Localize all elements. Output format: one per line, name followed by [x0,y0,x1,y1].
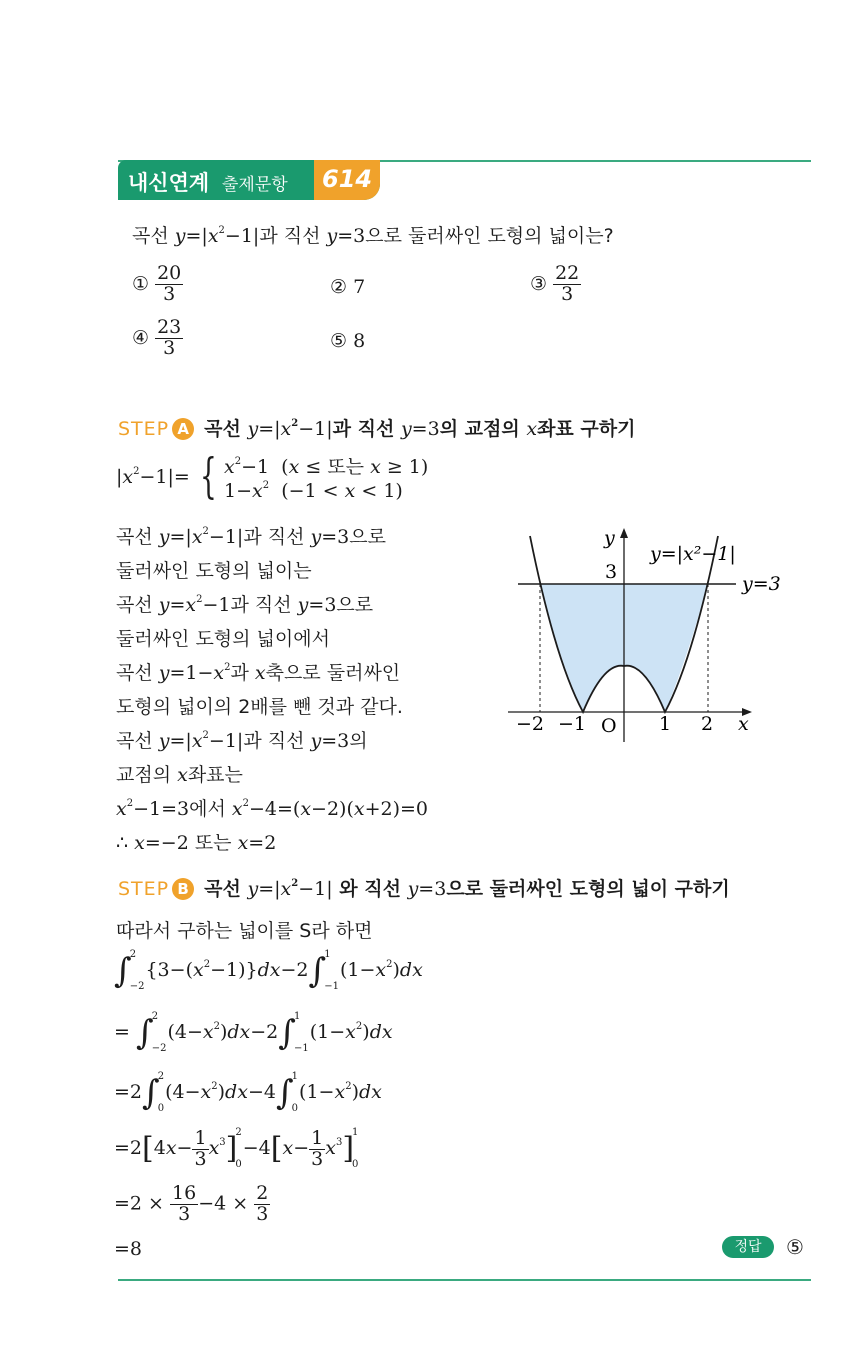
graph-line-label: y=3 [742,573,781,595]
graph-x-tick-2: 2 [701,713,714,735]
stepA-line-9: $x^2-1=3$에서 $x^2-4=(x-2)(x+2)=0$ [116,798,429,820]
eq-line-6: =8 [114,1238,143,1260]
badge-main: 내신연계 [128,171,210,195]
eq-line-4: =2[4x− $\frac{1}{3}$ $x^3$] 2 0 −4[x− $\frac{1}{3}$ $x^3$] 1 0 [114,1126,359,1170]
eq-line-2: = ∫ 2 −2 $(4-x^2)dx-2\int$ 1 −1 $(1-x^2)dx$ [114,1011,393,1054]
answer-mark: ⑤ [786,1235,804,1259]
stepA-line-7: 곡선 $y=|x^2-1|$과 직선 y=3의 [116,730,368,752]
stepA-line-5: 곡선 $y=1-x^2$과 x축으로 둘러싸인 [116,662,401,684]
stepA-line-1: 곡선 $y=|x^2-1|$과 직선 y=3으로 [116,526,386,548]
eq-line-5: =2 × $\frac{16}{3}$ −4 × $\frac{2}{3}$ [114,1182,269,1225]
stepA-line-6: 도형의 넓이의 2배를 뺀 것과 같다. [116,696,403,718]
graph-y-label: y [604,527,615,549]
answer-badge: 정답 [722,1236,774,1258]
y-axis-arrow [620,528,628,538]
choice-1[interactable]: ① $\frac{20}{3}$ [132,262,182,305]
stepA-line-10: ∴ x=−2 또는 x=2 [116,832,277,854]
choice-2[interactable]: ② 7 [330,276,366,298]
choice-4[interactable]: ④ $\frac{23}{3}$ [132,316,182,359]
area-graph [500,520,800,750]
stepA-line-4: 둘러싸인 도형의 넓이에서 [116,628,330,650]
stepB-intro: 따라서 구하는 넓이를 S라 하면 [116,920,373,942]
badge-number: 614 [322,165,373,193]
choice-5[interactable]: ⑤ 8 [330,330,366,352]
eq-line-3: =2∫ 2 0 $(4-x^2)dx-4\int$ 1 0 $(1-x^2)dx$ [114,1071,382,1114]
badge-sub: 출제문항 [222,175,288,195]
header-badge [118,160,380,200]
step-a-heading: STEP A 곡선 $y=|x^2-1|$과 직선 y=3의 교점의 x좌표 구하기 [118,418,636,440]
graph-y-tick-3: 3 [605,561,618,583]
bottom-rule [118,1279,811,1281]
stepA-line-3: 곡선 $y=x^2-1$과 직선 y=3으로 [116,594,374,616]
graph-x-tick-neg2: −2 [516,713,545,735]
choice-3[interactable]: ③ $\frac{22}{3}$ [530,262,580,305]
graph-origin: O [601,715,617,737]
graph-x-label: x [738,713,749,735]
eq-line-1: ∫ 2 −2 $\{3-(x^2-1)\}dx-2\int$ 1 −1 $(1-x^2)dx$ [114,949,423,992]
graph-curve-label: y=|x²−1| [650,543,736,565]
graph-x-tick-neg1: −1 [558,713,587,735]
question-text: 곡선 $y=|x^2-1|$과 직선 y=3으로 둘러싸인 도형의 넓이는? [132,225,614,247]
step-b-heading: STEP B 곡선 $y=|x^2-1|$ 와 직선 y=3으로 둘러싸인 도형의 넓이 구하기 [118,878,730,900]
stepA-line-2: 둘러싸인 도형의 넓이는 [116,560,312,582]
graph-x-tick-1: 1 [659,713,672,735]
stepA-line-8: 교점의 x좌표는 [116,764,243,786]
